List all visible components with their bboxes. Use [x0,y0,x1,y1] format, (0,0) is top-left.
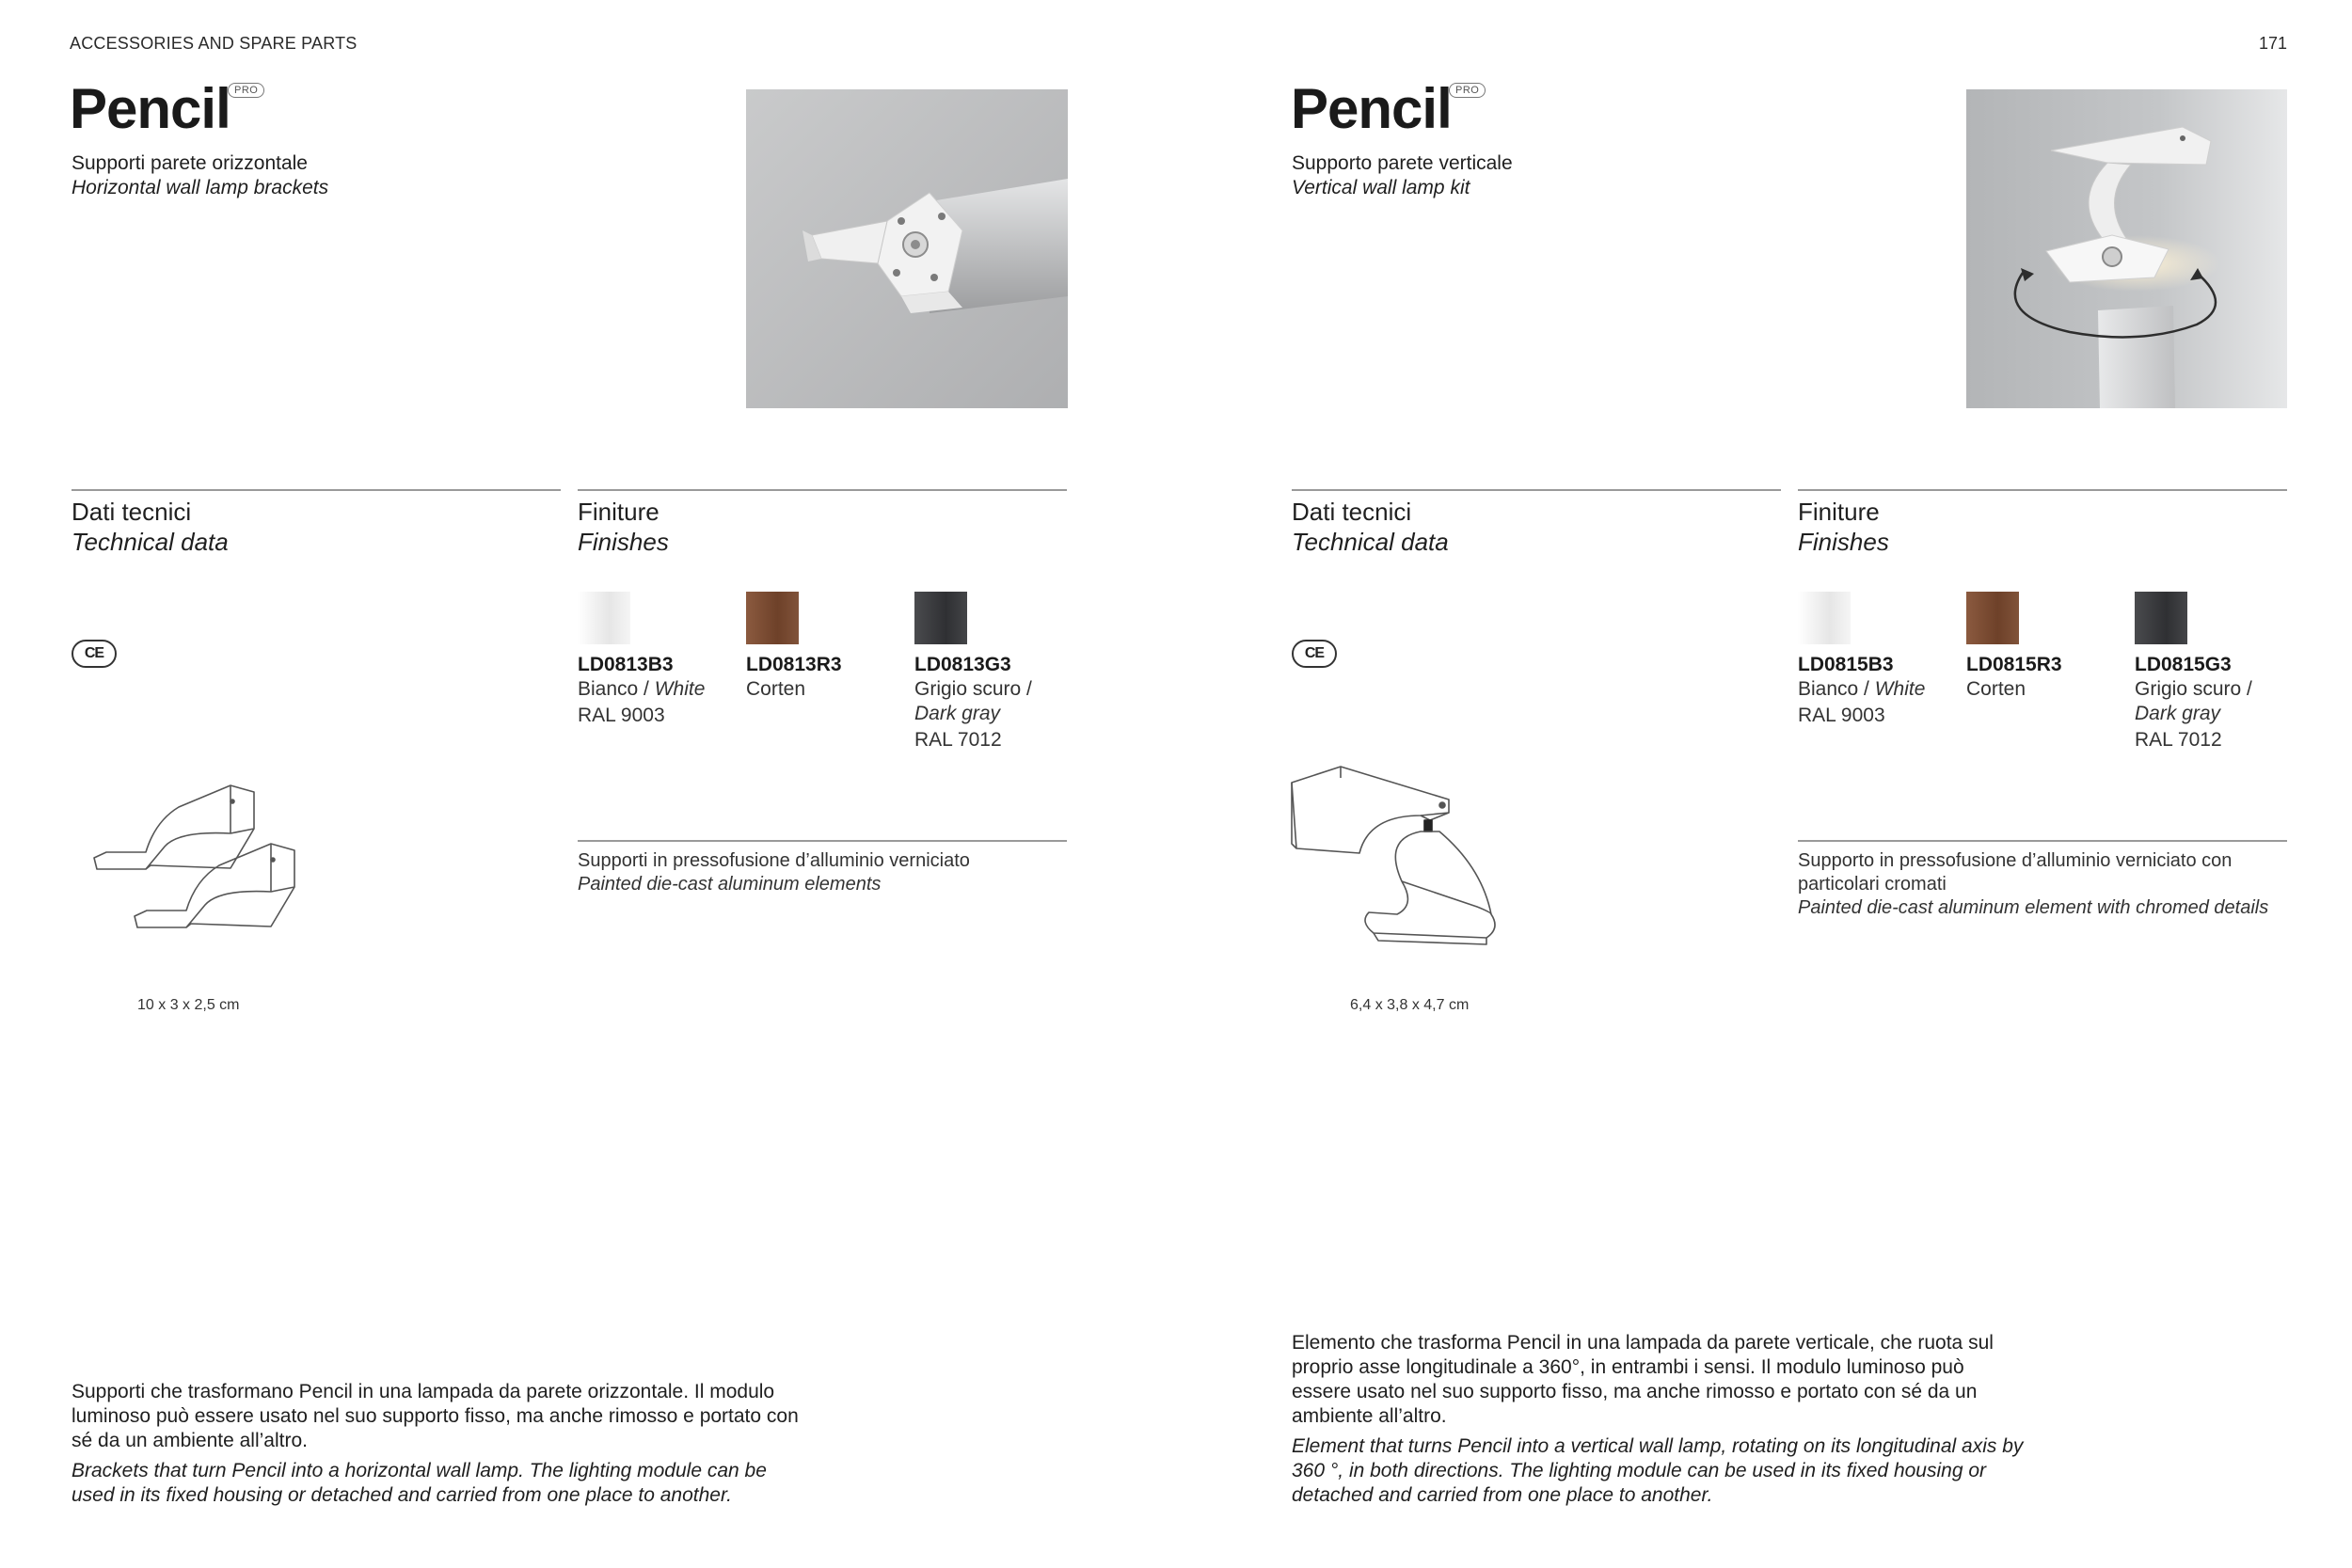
left-desc-en: Brackets that turn Pencil into a horizontal wall lamp. The lighting module can be used in its fixed housing or detached and carried from one place to another. [72,1460,767,1506]
right-material-rule [1798,840,2287,842]
left-pro-badge: PRO [228,83,264,98]
left-tech-heading [72,497,229,557]
right-description [1292,1331,2026,1508]
right-material [1798,849,2287,920]
left-finishes-it: Finiture [578,498,660,526]
right-finish-name-white-it: Bianco / [1798,678,1869,700]
left-subtitle-it: Supporti parete orizzontale [72,152,308,174]
left-swatch-corten [746,592,799,644]
left-finish-name-darkgray-it: Grigio scuro / [914,678,1032,700]
right-finish-rule [1798,489,2287,491]
left-product-title [70,77,259,140]
right-finish-ral-white: RAL 9003 [1798,705,1885,726]
left-finish-name-white-en: White [654,678,706,700]
left-finish-ral-darkgray: RAL 7012 [914,729,1002,751]
left-finish-name-white-it: Bianco / [578,678,649,700]
right-subtitle-it: Supporto parete verticale [1292,152,1513,174]
right-finishes-en: Finishes [1798,528,1889,556]
right-product-photo [1966,89,2287,408]
left-finish-name-corten: Corten [746,678,806,700]
right-swatch-white [1798,592,1851,644]
left-finishes-heading [578,497,669,557]
left-subtitle [72,151,328,200]
right-finish-name-white-en: White [1874,678,1926,700]
section-label: ACCESSORIES AND SPARE PARTS [70,34,358,53]
left-dimensions: 10 x 3 x 2,5 cm [137,997,240,1013]
right-finish-name-darkgray-en: Dark gray [2135,703,2221,724]
right-finish-code-darkgray: LD0815G3 [2135,654,2232,675]
right-finishes-it: Finiture [1798,498,1880,526]
right-tech-heading [1292,497,1449,557]
right-finish-code-corten: LD0815R3 [1966,654,2062,675]
right-finish-name-darkgray-it: Grigio scuro / [2135,678,2252,700]
vertical-bracket-photo [1966,89,2287,408]
left-product-photo [746,89,1068,408]
left-material-en: Painted die-cast aluminum elements [578,874,882,895]
right-swatch-darkgray [2135,592,2187,644]
right-finishes-heading [1798,497,1889,557]
left-ce-mark-icon: CE [72,640,117,668]
left-finish-name-darkgray-en: Dark gray [914,703,1001,724]
right-finish-name-darkgray [2135,677,2276,726]
left-tech-en: Technical data [72,528,229,556]
right-pro-badge: PRO [1449,83,1486,98]
right-material-it: Supporto in pressofusione d’alluminio verniciato con particolari cromati [1798,850,2233,895]
left-title: Pencil [70,77,230,140]
left-finish-name-white [578,677,705,702]
right-product-title [1291,77,1480,140]
right-tech-en: Technical data [1292,528,1449,556]
right-desc-en: Element that turns Pencil into a vertical wall lamp, rotating on its longitudinal axis by 360 °, in both directions. The lighting module can be used in its fixed housing or detached and carried from one place to another. [1292,1435,2024,1506]
left-finishes-en: Finishes [578,528,669,556]
left-tech-rule [72,489,561,491]
right-finish-name-corten: Corten [1966,678,2026,700]
right-ce-mark-icon: CE [1292,640,1337,668]
left-finish-ral-white: RAL 9003 [578,705,665,726]
left-finish-code-white: LD0813B3 [578,654,674,675]
left-tech-it: Dati tecnici [72,498,192,526]
left-bracket-drawing [89,779,306,948]
right-subtitle [1292,151,1513,200]
page-number: 171 [2258,34,2287,53]
right-swatch-corten [1966,592,2019,644]
left-finish-name-darkgray [914,677,1056,726]
left-desc-it: Supporti che trasformano Pencil in una lampada da parete orizzontale. Il modulo luminoso può essere usato nel suo supporto fisso, ma anche rimosso e portato con sé da un ambiente all’altro. [72,1381,799,1451]
left-swatch-white [578,592,630,644]
right-finish-ral-darkgray: RAL 7012 [2135,729,2222,751]
right-title: Pencil [1291,77,1452,140]
right-subtitle-en: Vertical wall lamp kit [1292,177,1470,198]
right-material-en: Painted die-cast aluminum element with chromed details [1798,897,2269,918]
left-finish-code-darkgray: LD0813G3 [914,654,1011,675]
left-finish-code-corten: LD0813R3 [746,654,842,675]
right-finish-name-white [1798,677,1925,702]
left-material [578,849,1067,896]
right-tech-rule [1292,489,1781,491]
left-material-rule [578,840,1067,842]
right-desc-it: Elemento che trasforma Pencil in una lampada da parete verticale, che ruota sul proprio asse longitudinale a 360°, in entrambi i sensi. Il modulo luminoso può essere usato nel suo supporto fisso, ma anche rimosso e portato con sé da un ambiente all’altro. [1292,1332,1994,1427]
right-finish-code-white: LD0815B3 [1798,654,1894,675]
right-bracket-drawing [1289,764,1505,952]
left-swatch-darkgray [914,592,967,644]
right-tech-it: Dati tecnici [1292,498,1412,526]
horizontal-bracket-photo [746,89,1068,408]
left-finish-rule [578,489,1067,491]
right-dimensions: 6,4 x 3,8 x 4,7 cm [1350,997,1470,1013]
left-material-it: Supporti in pressofusione d’alluminio verniciato [578,850,970,871]
left-subtitle-en: Horizontal wall lamp brackets [72,177,329,198]
left-description [72,1380,805,1508]
